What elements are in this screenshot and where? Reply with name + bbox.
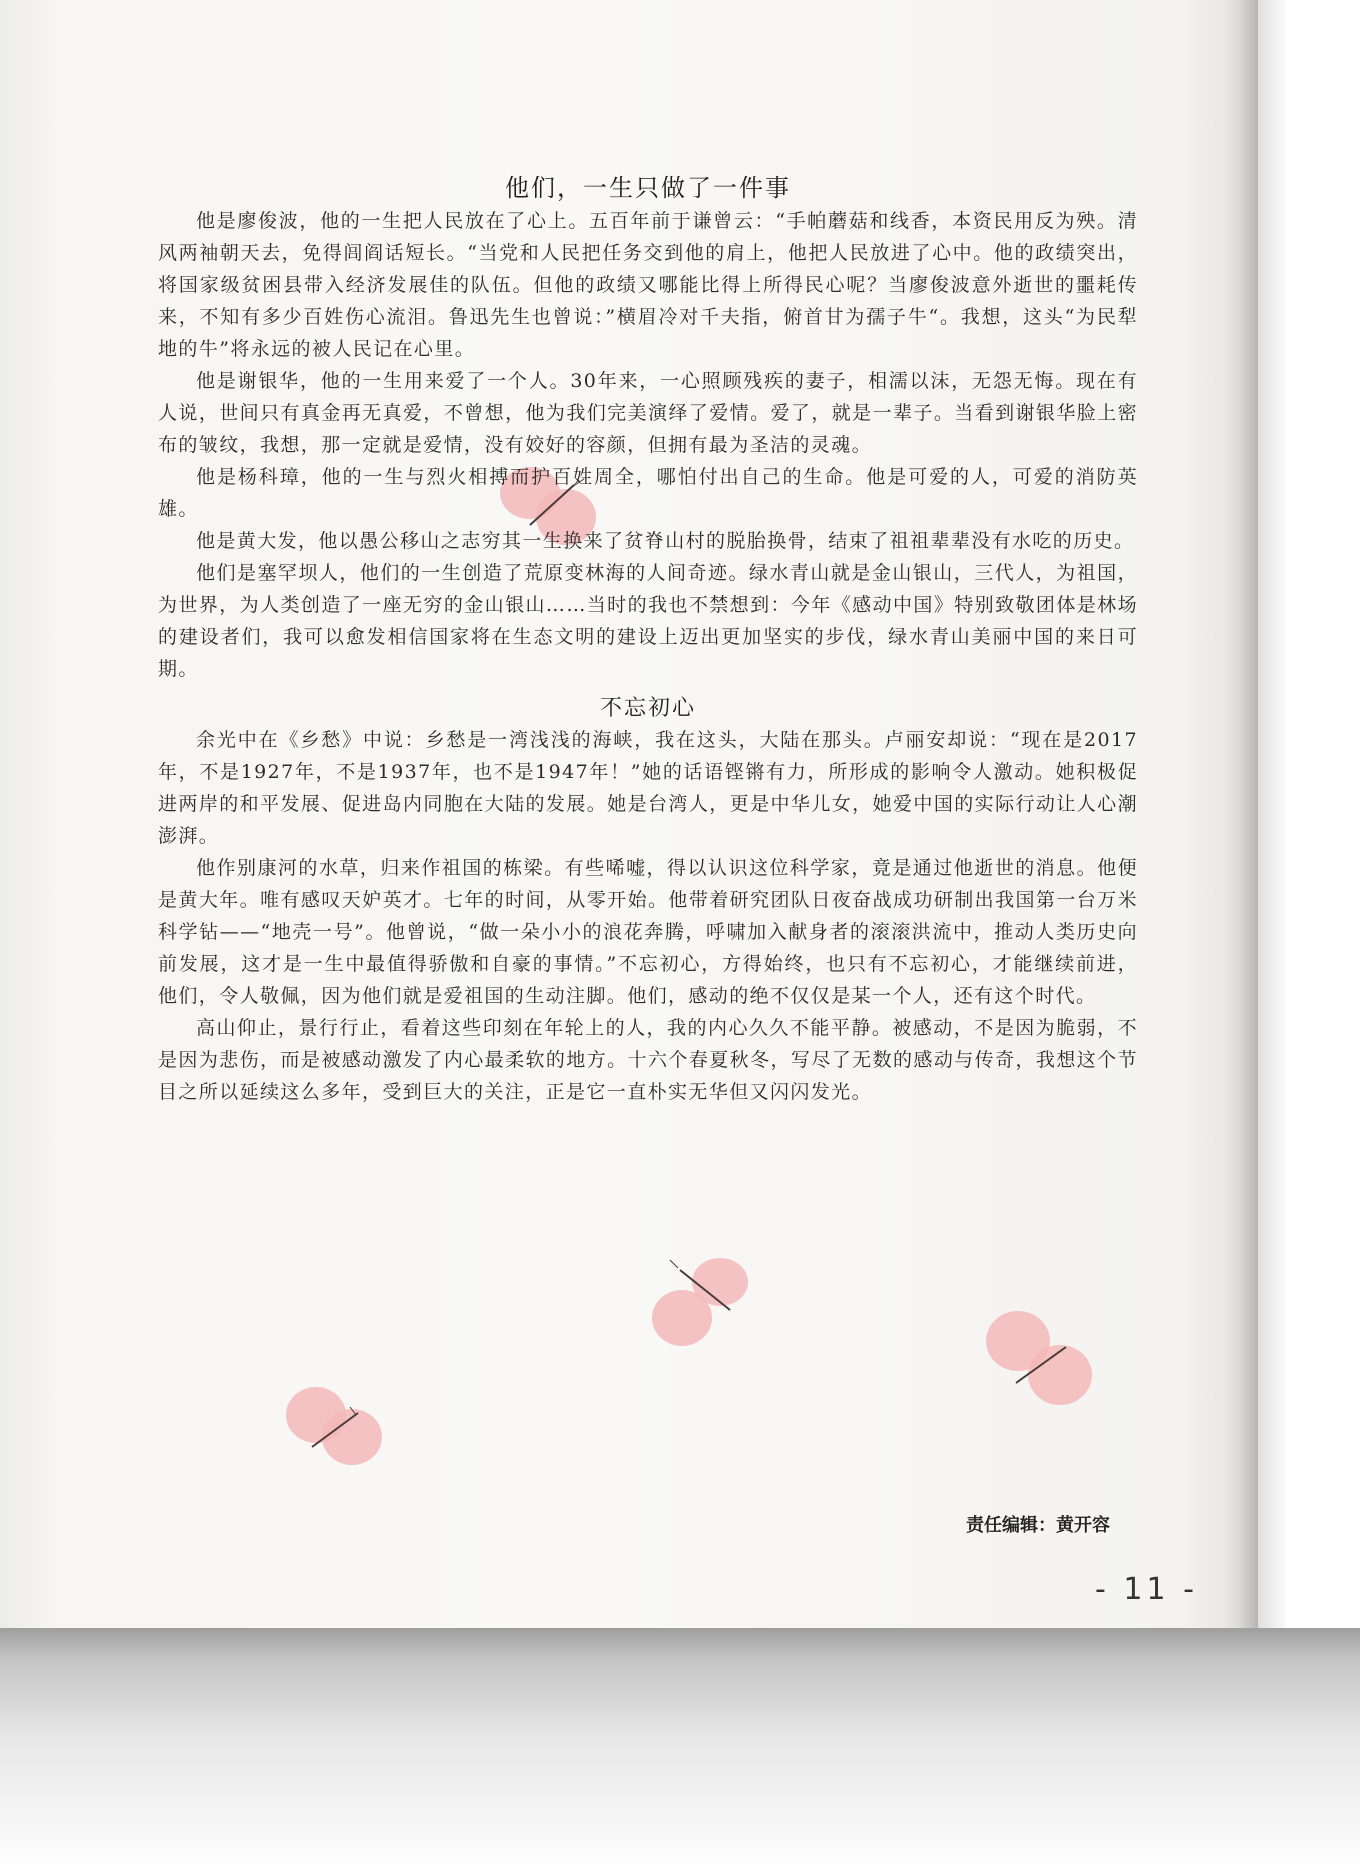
paragraph: 他是谢银华，他的一生用来爱了一个人。30年来，一心照顾残疾的妻子，相濡以沫，无怨无悔。现在有人说，世间只有真金再无真爱，不曾想，他为我们完美演绎了爱情。爱了，就是一辈子。当看到谢银华脸上密布的皱纹，我想，那一定就是爱情，没有姣好的容颜，但拥有最为圣洁的灵魂。: [158, 370, 1138, 456]
paragraph: 他是杨科璋，他的一生与烈火相搏而护百姓周全，哪怕付出自己的生命。他是可爱的人，可爱的消防英雄。: [158, 466, 1138, 520]
paragraph: 他是黄大发，他以愚公移山之志穷其一生换来了贫脊山村的脱胎换骨，结束了祖祖辈辈没有水吃的历史。: [196, 530, 1135, 552]
page-number: - 11 -: [1095, 1572, 1198, 1607]
paragraph: 他作别康河的水草，归来作祖国的栋梁。有些唏嘘，得以认识这位科学家，竟是通过他逝世的消息。他便是黄大年。唯有感叹天妒英才。七年的时间，从零开始。他带着研究团队日夜奋战成功研制出我国第一台万米科学钻——“地壳一号”。他曾说，“做一朵小小的浪花奔腾，呼啸加入献身者的滚滚洪流中，推动人类历史向前发展，这才是一生中最值得骄傲和自豪的事情。”不忘初心，方得始终，也只有不忘初心，才能继续前进，他们，令人敬佩，因为他们就是爱祖国的生动注脚。他们，感动的绝不仅仅是某一个人，还有这个时代。: [158, 857, 1138, 1007]
article: [158, 168, 1138, 1108]
spine-shadow: [1225, 0, 1285, 1640]
section-subtitle: 不忘初心: [599, 696, 696, 721]
paragraph: 余光中在《乡愁》中说：乡愁是一湾浅浅的海峡，我在这头，大陆在那头。卢丽安却说：“现在是2017年，不是1927年，不是1937年，也不是1947年！”她的话语铿锵有力，所形成的影响令人激动。她积极促进两岸的和平发展、促进岛内同胞在大陆的发展。她是台湾人，更是中华儿女，她爱中国的实际行动让人心潮澎湃。: [158, 729, 1138, 847]
scan-bottom-shadow: [0, 1628, 1360, 1871]
butterfly-icon: [640, 1250, 760, 1360]
butterfly-icon: [980, 1305, 1100, 1415]
butterfly-icon: [278, 1375, 398, 1485]
article-title: 他们，一生只做了一件事: [505, 174, 791, 202]
paragraph: 他是廖俊波，他的一生把人民放在了心上。五百年前于谦曾云：“手帕蘑菇和线香，本资民用反为殃。清风两袖朝天去，免得闾阎话短长。“当党和人民把任务交到他的肩上，他把人民放进了心中。他的政绩突出，将国家级贫困县带入经济发展佳的队伍。但他的政绩又哪能比得上所得民心呢？当廖俊波意外逝世的噩耗传来，不知有多少百姓伤心流泪。鲁迅先生也曾说：”横眉冷对千夫指，俯首甘为孺子牛“。我想，这头“为民犁地的牛”将永远的被人民记在心里。: [158, 210, 1138, 360]
responsible-editor: 责任编辑：黄开容: [966, 1515, 1110, 1536]
paragraph: 高山仰止，景行行止，看着这些印刻在年轮上的人，我的内心久久不能平静。被感动，不是因为脆弱，不是因为悲伤，而是被感动激发了内心最柔软的地方。十六个春夏秋冬，写尽了无数的感动与传奇，我想这个节目之所以延续这么多年，受到巨大的关注，正是它一直朴实无华但又闪闪发光。: [158, 1017, 1138, 1103]
paragraph: 他们是塞罕坝人，他们的一生创造了荒原变林海的人间奇迹。绿水青山就是金山银山，三代人，为祖国，为世界，为人类创造了一座无穷的金山银山……当时的我也不禁想到：今年《感动中国》特别致敬团体是林场的建设者们，我可以愈发相信国家将在生态文明的建设上迈出更加坚实的步伐，绿水青山美丽中国的来日可期。: [158, 562, 1138, 680]
